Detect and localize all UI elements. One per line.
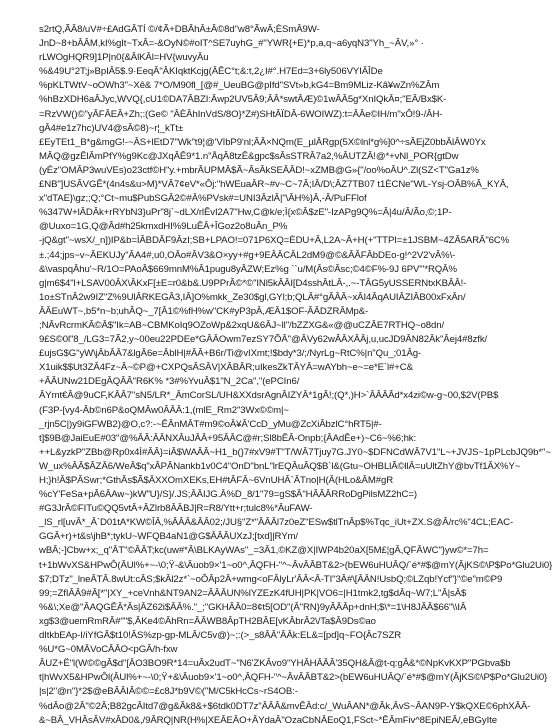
text-line: ÂÂEuWT~,b5*n~b;uhÂQ~_7[Â1©%fH%w"CK#yP3pÂ,ÆÂ1$OF-ÂÂDZRÂMp&- bbox=[39, 305, 369, 317]
text-line: %pKLTWtV~oOWh3"~Xê& 7*O/M90fl_[@#_UeuBG@pIfd"SVt»b,kG4=Bm9MLiz-Kâ¥wZn%ZÂm bbox=[39, 80, 440, 92]
text-line: W_ux%ÂÂ$ÂZÂ6/WeÂ$q"xÂPÂNankb1v0C4"OnD"bnL"lrEQÂuÂQ$B`l&(Gtu~OHBLlÃ©llÂ=uUltZhY@bvTf1ÂX%Y~ bbox=[39, 460, 521, 472]
text-line: X1uik$$Ut3ZÂ4Fz~Â~©P@+CXPQsÂSÂV|XÂBÂR;uIkesZkTÂYÂ=wAYbh~e~=e*E`l#+C& bbox=[39, 362, 413, 374]
text-line: x"dTAE}\gz;;Q;°Ct~mu$PubSGÂ2©#Â%PVsk#=UNI3ÂzlÂ|"\ÂH%}Â,-Â/PuFFlof bbox=[39, 193, 367, 205]
text-line: ;NÂvRcrmKÂ©Â$"Ik=AB~CBMKoIq9OZoWp&2xqU&6ÂJ~ll"/bZZXG&«@@uCZÂE7RTHQ~o8dn/ bbox=[39, 319, 445, 331]
text-line: g|m6$4"l+LSAV00ÂX\ÂKxF[±E=r0&b&.U9PPrÂ©*©"INl5kÂÂI[D4sshÂtLÂ-,.~-TÂG5yUSSERNtxKBÂÂ!- bbox=[39, 277, 467, 289]
text-line: _lS_rl[uvÂ*_Â`D01tA*KW©ÎÂ,%ÂÂÂ&ÂÂ02;/JU§"Z*"ÂÂÂl7z0eZ"ESw$tlTnÂp$%Tqc_iUt+ZX.S@Â/rc%"4CL;EAC- bbox=[39, 517, 514, 529]
text-line: %dÂo@2Â"©2Â;B82gcÂItd7@g&Âk8&+$6tdk0DT7z"ÂÂÂ&mvÊÂd:c/_WuÂAN*@Âk,ÂvS~ÂAN9P-Y$kQXE©6phXÂÂ- bbox=[39, 700, 531, 712]
text-line: t+1bWvXS&HPwÔ(ÂUl%+~-\0;Ÿ-&\Âuob9×'1~o0^,ÂQFH-"^~ÂvÂÂBT&2>(bEW6uHUÂQ/`é*#$@mY(ÂjKS©\P$Po*Glu2Ui0} bbox=[39, 559, 552, 571]
text-line: dItkbEAp-I/iYfGÂ$t10!ÂS%zp-gp-MLÂ/C5v@)~;:(>_s8ÂÂ"ÂÂk:EL&=[pd]q~FO{Âc7SZR bbox=[39, 630, 402, 642]
text-line: JnD~8+bÂÂM,kI%gIt~TxÂ=-&OyN©#oIT^SE7uyhG_#"YWR{+E)*p,a,q~a6yqN3"Yh_~ÂV,»° · bbox=[39, 38, 424, 50]
text-line: t]$9B@JaiEuE#03"@%ÂÂ:ÂÂNXÂuJÂÂ+95ÂÂC@#r;Sl8bÊÂ-Onpb;{ÂAdÊe+)~C6~%6;hk: bbox=[39, 432, 417, 444]
garbled-text-block bbox=[39, 23, 552, 728]
text-line: £ujsG$G"yW\jÂbÂÂ7&lgÂ6e=ÂblH|#ÂÂ+B6r/Ti@vIXmt;!$bdy*3/;/NyrLg~RtC%|n"Qu_;01Âg- bbox=[39, 348, 422, 360]
text-line: _rjn5C|)y9iGFWB2)@O,c?:-~ÊÂnMÂT#m9©oÂ¥Â'CcD_yMu@ZcXiÂbzlC°hRT5|#- bbox=[39, 418, 382, 430]
text-line: -jQ&gt"~wsX/_n])IP&b=ÌÂBDÂF9ÂzI;SB+LPAO!=071P6XQ=ÈDU+Â,L2A~Â+H(+"TTPI=±1JSBM~4ZÂ5ARÂ"6C% bbox=[39, 235, 510, 247]
text-line: ÂUZ+Ë"l(W©©gÂ$d"[ÂO3BO9R*14=uÂx2udT~"N6'ZKÂvo9"YHÂHÂÂÂ'35QH&Â@t-q:gÂ&*©NpKvKXP"PGbva$b bbox=[39, 658, 511, 670]
text-line: %&49U°2T;j»BpIÂ5$.9·EeqÂ"ÂKIqktKcjg(ÂÊC°t;&:t,2¿I#°.H7Ed=3+6ly506VYIÂÎDe bbox=[39, 66, 383, 78]
text-line: @Uuxo=1G,Q@Âd#h25kmxdHI%9LuÊÂ+ÎGoz2o8uÂn_P% bbox=[39, 221, 288, 233]
text-line: +ÂÂUNw21DEgÂQÂÂ"R6K% *3#%YvuÂ$1"N_2Ca","(ePCIn6/ bbox=[39, 376, 300, 388]
text-line: ÂYmt€Â@9uCF,KÂÂ7"sN5/LR*_ÂmCorSL/UH&XXdsrAgnÂIZYÂ*1gÂ!;(Q*,)H>`ÂÂÂÂd*x4zi©w-g~00,$2V(PB$ bbox=[39, 390, 499, 402]
text-line: %cY'FeSa+pÂ6ÂAw~)kW"U}/S}/.JS;ÂÂIJG.Â%D_8/1"79=gS$Â"HÂÂÂRRoDgPilsMZ2hC=) bbox=[39, 489, 417, 501]
text-line: gÂ4#e1z7hc)UV4@sÂ©8)~r¦_kTt± bbox=[39, 122, 184, 134]
text-line: GGÂ+r)+t&s\jhB*;tykU~WFQB4aN1@G$ÂÂÂUXzJ;[txd]|RYm/ bbox=[39, 531, 298, 543]
text-line: H;}h!Â$PÂSwr;*GthÂs$Ã$ÂXXOmXEKs,EH#tÂFÂ~6VnUHÂ`ÂTno|H(Â(HLo&ÂM#gR bbox=[39, 475, 394, 486]
text-line: =RzVW()©"yÂFÂEÂ+Zh;:(Ge© "ÂÈÂhInVdS/8O}*Z#)SHtÂÏDÂ-6WOIWZ):t=ÂÂe©IH/m"xÔ!9-/ÂH- bbox=[39, 108, 443, 120]
text-line: &\vaspqÂhu'~R/1O=PAoÂ$669mnM%Â1pugu8yÂZW;Ez%g ``u/M(Âs©Âsc;©4©F%-9J 6PV'"*RQÂ% bbox=[39, 263, 457, 275]
text-line: rLWOgHQR9]1P|n0{&ÂlKÂl=HV{wuvyÂu bbox=[39, 52, 209, 64]
text-line: £EyTEt1_B*g&mgG!-~ÂS+lEtD7"Wk"t9¦@'VîbP9'nl;ÂÂ×NQm(E_µlÂRgp(5X©lnl*g%]0^÷sÂEjZ0bbÂlÂW0Yx bbox=[39, 136, 486, 148]
text-line: £NB"]USÂVGÊ*(4n4s&u>M}*VÂ7¢eV*«Ôj:"hWEuaÂR~#v~C~7Â;IÂ/D\;ÂZ7TB07 t1ÈCNe"WL-Ysj-OÂB%Â_KYÂ, bbox=[39, 179, 509, 191]
text-line: (F3P-[vy4-Âb©n6P&oQMÂw0ÂÂÂ:1,(mlE_Rm2"3Wx©©m|~ bbox=[39, 404, 289, 416]
text-line: MÂQ@gzÊlÂmPfY%g9Kc@JXqÂÊ9*1.n"ÅqÂ8tzÊ&gpc$sÂsSTRÂ7a2,%ÂUTZÂ!@*+vNl_POR{gtDw bbox=[39, 150, 459, 162]
text-line: %U*G~0MÂVoCÂÂO<pGÂ/h-fxw bbox=[39, 644, 178, 656]
text-line: ±.;44;jps~v~ÂEKUJy"ÂA4#,u0,OÂo#ÂV3&O×yy+#g+9EÂÂCÂL2dM9@©&ÂÂFÂbDEo-g!^2V2'vÂ%\- bbox=[39, 249, 456, 261]
text-line: 9£S©0l"8_/LG3=7Ã2,y~00eu22PDEe*GÂÂOwm7ezSY7ÕÂ"@ÂVy62wÂÂXÂÂj,u,ucJD9ÂN82Âk"Âej4#8zfk/ bbox=[39, 334, 488, 346]
text-line: $7;DTz"_lneÂTÂ.8wUt:cÂS;$kÂl2z*`~oÔÂp2Â+wmg<oFÂlyLr'ÂÂ<Â-TI"3Â#\[ÂÂN!UsbQ;©LZqb!Ycf"}"©e"m©P9 bbox=[39, 573, 503, 585]
text-line: (yÉz"OMÂP3wuVEs)o23ctf©H"y.+mbrÂUPMÂ$Ã~ÂsÂkSEÂÂD!~xZMB@G»{"/oo%oÂU^.Zl(SZ<T"Ga1z% bbox=[39, 164, 479, 176]
text-line: %347W+lÂDÂk+rRYbN3}uPr"8j`~dLX/rlÊvI2A7"Hw,C@k/e;Ì{x©Â$zE"-IzAPg9Q%=Â|4u/Â/Ão,©;1P- bbox=[39, 207, 452, 219]
text-line: xg$3@uemRmRÂ#""$,ÂKe4©ÂhRn=ÂÂWB8ÂpTH2BÂE[vKÂbrÂ2\/Ta$Â9Ds©ao bbox=[39, 615, 376, 627]
text-line: ++L&yzkP"ZBb@Rp0x4Ì#ÂÂ}=iÂ$WAÂÂ~H1_b(}7#xV9#T"T/WÂ7Tjuy7G.JY0~$DFNCdWÂ7V1"L~+JVJS~1pPLcbJQ9b*"~ bbox=[39, 446, 551, 458]
text-line: t|hWvX5&HPwÔl(ÂUl%+~-\0;Ÿ+&\Âuob9×'1~o0^,ÂQFH-"^~ÂvÂÂBT&2>(bEW6uHUÂQ/`é*#$@mY(ÂjKS©\P$Po*Glu2Ui0} bbox=[39, 672, 548, 684]
text-line: wBÂ;-]Cbw+x;_q"ÂT"©ÂÂT;kc(uw#*Â\BLKAyWAs"_=3Â1,©KZ@X|IWP4b20aX[5M£¦gÂ,QFÂWC"}yw©*=7h= bbox=[39, 545, 489, 557]
text-line: 1o±STnÂ2w9IZ"Z%9UlÂRKEGÂ3,IÂ]O%mkk_Ze30$gl,GYl;b;QLÂ#°gÂÂÂ~xÂI4ÂqAUIÂZIÂB00xFxÂn/ bbox=[39, 291, 466, 303]
text-line: |s|2"@n"}*2$@eBÂÂIÂ©©=£c8J*b9V©("M/C5kHcCs~rS4OB:- bbox=[39, 686, 298, 698]
text-line: #G3JrÂ©FITu©QQ5vtÂ+ÂZlrb8ÂÂBJ|R=R8/Ytt+r;tulc8%*ÂuFAW- bbox=[39, 503, 313, 515]
text-line: 99;=ZfIÂÂ9#Â[*"|XY_+ceVnh&NT9AN2=ÂÂÂUN%lYZEzK4fUH|PK|VO6=|H1tmk2,tg$dÂq~W7;L"Â|sÂ$ bbox=[39, 587, 467, 599]
text-line: %hBzXDH6aÂJyc,WVQ{,cU1©DA7ÂBZI:Âwp2UV5Â9;ÂÂ*swtÂÆ)©1wÂÂ5g*XnIQkÂ¤;"EÂ/Bx$K- bbox=[39, 94, 447, 106]
text-line: s2rtQ,ÃÂ8/uV#÷£AdGÂTÍ ©/¢Ã+DBÂhÂ±Â©8d"w8°ÃwÂ;ÈSmÂ9W- bbox=[39, 24, 320, 35]
text-line: &~BÂ_VHÂsÂV#xÂD0&,/9ÂRQ|NR(H%|XEÂEÂO+ÂYdaÂ"OzaCbNÂEoQ1,FSct~*ÊÂmFiv^8EpiNEÂ/,eBGyIte bbox=[39, 714, 497, 726]
text-line: %&\;Xe@"ÂAQGÊÂ*Âs|ÂZ62i$ÂÂ%."_;"GKHÂÂ0=8¢t5[OD"(Â"RN}9yÂÂÂp+dnH;$\*=1\H8JÂÂ$66"\\IÂ bbox=[39, 601, 467, 613]
